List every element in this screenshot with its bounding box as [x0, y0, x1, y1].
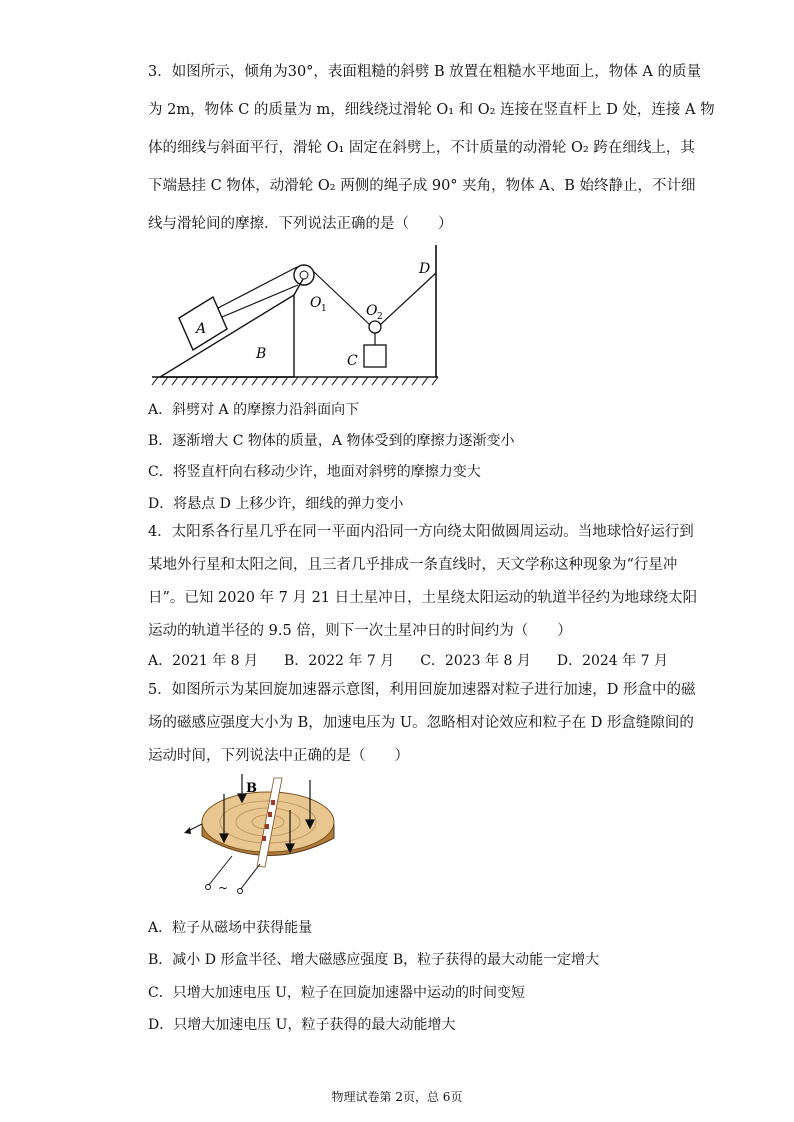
q4-line: 运动的轨道半径的 9.5 倍，则下一次土星冲日的时间约为（ ）	[148, 623, 572, 639]
label-b-field: B	[246, 781, 257, 796]
label-o1-sub: 1	[321, 304, 327, 314]
label-o1: O	[310, 295, 322, 311]
label-b: B	[256, 346, 267, 362]
q4-option-b: B．2022 年 7 月	[284, 653, 395, 669]
q3-option-d: D．将悬点 D 上移少许，细线的弹力变小	[148, 496, 404, 512]
page-footer: 物理试卷第 2页，总 6页	[331, 1090, 463, 1104]
q5-option-d: D．只增大加速电压 U，粒子获得的最大动能增大	[148, 1017, 456, 1033]
q3-line: 3．如图所示，倾角为30°，表面粗糙的斜劈 B 放置在粗糙水平地面上，物体 A 的质量	[148, 64, 701, 80]
q3-line: 为 2m，物体 C 的质量为 m，细线绕过滑轮 O₁ 和 O₂ 连接在竖直杆上 D 处，连接 A 物	[148, 102, 715, 118]
q4-option-a: A．2021 年 8 月	[148, 653, 258, 669]
pulley-o2	[369, 321, 381, 333]
q5-line: 运动时间，下列说法中正确的是（ ）	[148, 748, 409, 764]
block-c	[364, 345, 386, 367]
incline-pulley-figure	[148, 245, 448, 390]
q4-option-d: D．2024 年 7 月	[556, 653, 668, 669]
question-4-text	[148, 516, 698, 648]
q3-line: 下端悬挂 C 物体，动滑轮 O₂ 两侧的绳子成 90° 夹角，物体 A、B 始终静止，不计细	[148, 178, 696, 194]
q3-option-a: A．斜劈对 A 的摩擦力沿斜面向下	[148, 402, 360, 418]
q5-line: 5．如图所示为某回旋加速器示意图，利用回旋加速器对粒子进行加速，D 形盒中的磁	[148, 682, 696, 698]
question-3-text	[148, 56, 715, 241]
wedge-b	[160, 295, 294, 377]
q5-line: 场的磁感应强度大小为 B，加速电压为 U。忽略相对论效应和粒子在 D 形盒缝隙间的	[148, 715, 694, 731]
q5-option-b: B．减小 D 形盒半径、增大磁感应强度 B，粒子获得的最大动能一定增大	[148, 952, 600, 968]
label-d: D	[419, 261, 431, 277]
q4-line: 4．太阳系各行星几乎在同一平面内沿同一方向绕太阳做圆周运动。当地球恰好运行到	[148, 524, 694, 540]
label-c: C	[347, 353, 358, 369]
cyclotron-figure	[172, 774, 372, 896]
q4-line: 日”。已知 2020 年 7 月 21 日土星冲日，土星绕太阳运动的轨道半径约为地球绕太阳	[148, 590, 698, 606]
label-a: A	[196, 321, 207, 337]
label-o2-sub: 2	[377, 312, 383, 322]
question-5-text	[148, 674, 696, 773]
q4-option-c: C．2023 年 8 月	[420, 653, 531, 669]
q4-line: 某地外行星和太阳之间，且三者几乎排成一条直线时，天文学称这种现象为“行星冲	[148, 557, 678, 573]
q5-option-c: C．只增大加速电压 U，粒子在回旋加速器中运动的时间变短	[148, 985, 525, 1001]
q5-option-a: A．粒子从磁场中获得能量	[148, 920, 313, 936]
q3-option-c: C．将竖直杆向右移动少许，地面对斜劈的摩擦力变大	[148, 464, 481, 480]
q3-option-b: B．逐渐增大 C 物体的质量，A 物体受到的摩擦力逐渐变小	[148, 433, 515, 449]
q4-options	[148, 650, 668, 670]
q3-line: 线与滑轮间的摩擦．下列说法正确的是（ ）	[148, 216, 453, 232]
pulley-o1	[294, 265, 314, 285]
label-ac-source: ~	[218, 881, 229, 895]
label-o2: O	[366, 303, 378, 319]
q3-line: 体的细线与斜面平行，滑轮 O₁ 固定在斜劈上，不计质量的动滑轮 O₂ 跨在细线上，其	[148, 140, 695, 156]
